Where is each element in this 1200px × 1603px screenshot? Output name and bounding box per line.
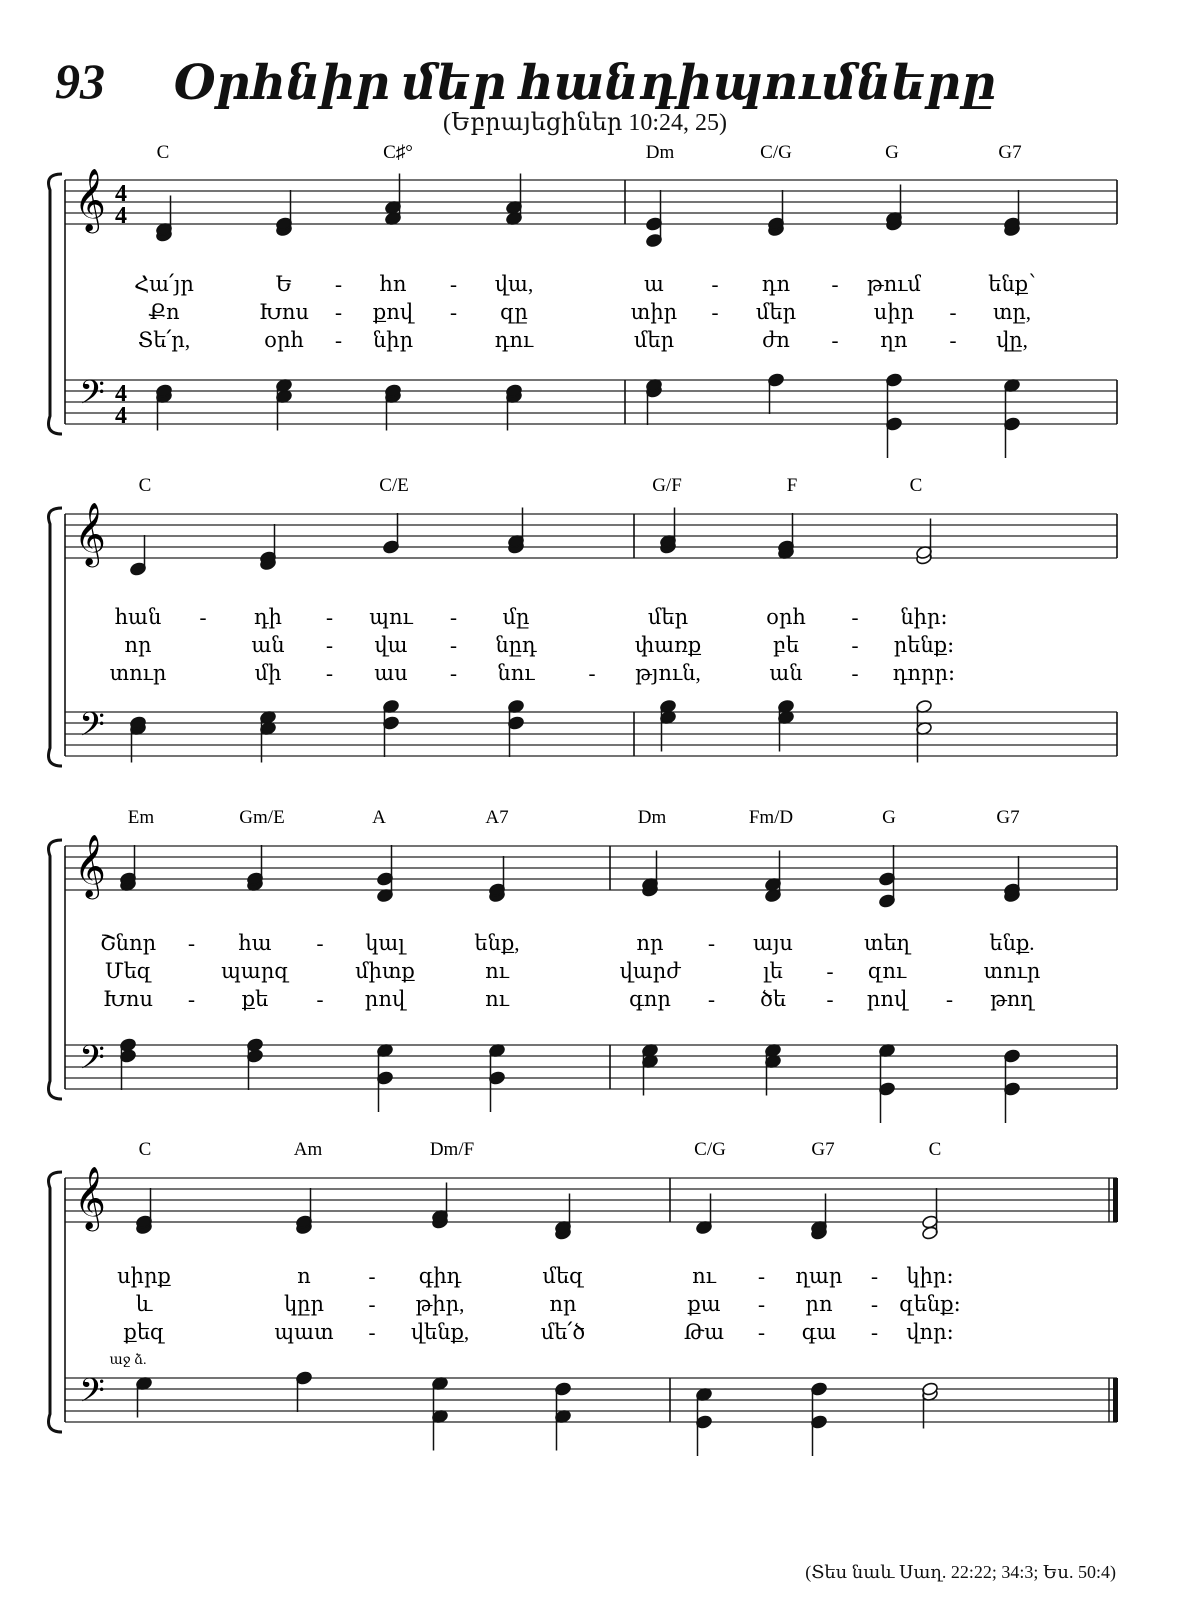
chord-symbol: C [928, 1139, 942, 1160]
footnote: (Տես նաև Սաղ. 22:22; 34:3; Ես. 50:4) [805, 1562, 1116, 1582]
treble-clef-icon: 𝄞 [74, 834, 106, 897]
treble-staff [65, 846, 1117, 890]
system-bracket [49, 174, 63, 434]
hyphen-dash: - [826, 987, 834, 1011]
lyric-syllable: զը [500, 300, 528, 324]
lyric-syllable: դորր։ [892, 661, 956, 685]
lyric-syllable: պատ [274, 1320, 334, 1344]
lyric-syllable: դո [761, 272, 791, 296]
lyric-syllable: հա [238, 931, 272, 955]
treble-clef-icon: 𝄞 [74, 168, 106, 231]
chord-symbol: A [372, 807, 386, 828]
hyphen-dash: - [326, 633, 333, 657]
lyric-syllable: գա [801, 1320, 837, 1344]
hyphen-dash: - [450, 272, 457, 296]
bass-staff [65, 1378, 1117, 1422]
chord-symbol: C [138, 1139, 152, 1160]
lyric-syllable: ան [769, 661, 803, 685]
hyphen-dash: - [831, 272, 839, 296]
hyphen-dash: - [826, 959, 834, 983]
lyric-syllable: Թա [683, 1320, 725, 1344]
hyphen-dash: - [326, 605, 333, 629]
lyric-syllable: նու [497, 661, 535, 685]
lyric-syllable: Մեզ [104, 959, 152, 983]
hyphen-dash: - [335, 328, 342, 352]
hyphen-dash: - [831, 328, 839, 352]
lyric-syllable: Խոս [102, 987, 154, 1011]
bass-clef-icon: 𝄢 [79, 374, 105, 420]
lyric-syllable: մեր [755, 300, 797, 324]
lyric-syllable: կըր [283, 1292, 325, 1316]
hyphen-dash: - [711, 272, 719, 296]
hyphen-dash: - [588, 661, 596, 685]
lyric-syllable: րենք։ [893, 633, 955, 657]
hyphen-dash: - [188, 987, 195, 1011]
hyphen-dash: - [871, 1320, 878, 1344]
bass-clef-icon: 𝄢 [79, 706, 105, 752]
chord-symbol: Dm [637, 807, 667, 828]
hyphen-dash: - [368, 1320, 376, 1344]
treble-clef-icon: 𝄞 [74, 502, 106, 565]
lyric-syllable: որ [549, 1292, 577, 1316]
lyric-syllable: այս [753, 931, 793, 955]
lyric-syllable: քա [687, 1292, 721, 1316]
hyphen-dash: - [188, 931, 195, 955]
lyric-syllable: ու [485, 987, 509, 1011]
lyric-syllable: սիրք [117, 1264, 171, 1288]
lyric-syllable: ծե [759, 987, 787, 1011]
chord-symbol: F [786, 475, 798, 496]
lyric-syllable: Տե՛ր, [137, 328, 191, 352]
lyric-syllable: փառք [634, 633, 702, 657]
hyphen-dash: - [758, 1292, 765, 1316]
lyric-syllable: մեզ [542, 1264, 584, 1288]
lyric-syllable: տուր [983, 959, 1041, 983]
bass-staff [65, 1045, 1117, 1089]
bass-staff [65, 712, 1117, 756]
lyric-syllable: բե [772, 633, 800, 657]
lyric-syllable: տուր [109, 661, 167, 685]
system-bracket [49, 508, 63, 766]
hyphen-dash: - [851, 605, 859, 629]
time-signature-denominator: 4 [115, 203, 127, 229]
hyphen-dash: - [335, 272, 342, 296]
lyric-syllable: Ե [275, 272, 293, 296]
lyric-syllable: քե [241, 987, 269, 1011]
lyric-syllable: ղար [795, 1264, 843, 1288]
hyphen-dash: - [708, 931, 715, 955]
lyric-syllable: վա, [494, 272, 534, 296]
hymn-number: 93 [55, 53, 105, 109]
lyric-syllable: նըդ [495, 633, 537, 657]
hyphen-dash: - [450, 633, 457, 657]
chord-symbol: C/E [379, 475, 409, 496]
hyphen-dash: - [326, 661, 333, 685]
system-bracket [49, 840, 63, 1099]
hyphen-dash: - [708, 987, 715, 1011]
lyric-syllable: հան [114, 605, 162, 629]
lyric-syllable: վենք, [410, 1320, 470, 1344]
hyphen-dash: - [368, 1292, 376, 1316]
time-signature-denominator: 4 [115, 403, 127, 429]
system-bracket [49, 1172, 63, 1432]
chord-symbol: G [885, 142, 899, 163]
lyric-syllable: մը [502, 605, 530, 629]
lyric-syllable: և [135, 1292, 153, 1316]
hyphen-dash: - [450, 661, 457, 685]
lyric-syllable: գոր [629, 987, 671, 1011]
hyphen-dash: - [711, 300, 719, 324]
chord-symbol: G7 [996, 807, 1020, 828]
chord-symbol: C/G [694, 1139, 726, 1160]
chord-symbol: C/G [760, 142, 792, 163]
lyric-syllable: դու [494, 328, 534, 352]
lyric-syllable: թում [867, 272, 921, 296]
lyric-syllable: Շնոր [99, 931, 157, 955]
chord-symbol: C [909, 475, 923, 496]
hyphen-dash: - [316, 987, 324, 1011]
lyric-syllable: վա [374, 633, 408, 657]
lyric-syllable: միտք [355, 959, 415, 983]
lyric-syllable: վոր։ [906, 1320, 954, 1344]
bass-clef-icon: 𝄢 [79, 1039, 105, 1085]
lyric-syllable: քեզ [123, 1320, 165, 1344]
hyphen-dash: - [758, 1320, 765, 1344]
hyphen-dash: - [199, 605, 207, 629]
lyric-syllable: տը, [992, 300, 1032, 324]
lyric-syllable: քով [372, 300, 414, 324]
lyric-syllable: ենք. [989, 931, 1035, 955]
hyphen-dash: - [335, 300, 342, 324]
treble-staff [65, 180, 1117, 224]
lyric-syllable: զու [867, 959, 907, 983]
final-bar-thick [1113, 1178, 1118, 1222]
lyric-syllable: որ [124, 633, 152, 657]
lyric-syllable: Քո [148, 300, 180, 324]
hyphen-dash: - [949, 300, 957, 324]
lyric-syllable: դի [254, 605, 282, 629]
lyric-syllable: սիր [873, 300, 915, 324]
hyphen-dash: - [758, 1264, 765, 1288]
final-bar-thick [1113, 1378, 1118, 1422]
lyric-syllable: պու [369, 605, 413, 629]
time-signature-numerator: 4 [115, 181, 127, 207]
hyphen-dash: - [851, 661, 859, 685]
lyric-syllable: որ [636, 931, 664, 955]
hyphen-dash: - [871, 1292, 878, 1316]
bass-marking: աջ ձ. [109, 1353, 147, 1368]
chord-symbol: Fm/D [748, 807, 794, 828]
lyric-syllable: զենք։ [899, 1292, 961, 1316]
scripture-reference: (Եբրայեցիներ 10:24, 25) [443, 110, 727, 136]
lyric-syllable: ղո [880, 328, 908, 352]
treble-staff [65, 514, 1117, 558]
lyric-syllable: կիր։ [906, 1264, 954, 1288]
lyric-syllable: գիդ [418, 1264, 462, 1288]
hyphen-dash: - [871, 1264, 878, 1288]
hyphen-dash: - [949, 328, 957, 352]
bass-staff [65, 380, 1117, 424]
lyric-syllable: տեղ [863, 931, 911, 955]
hyphen-dash: - [450, 605, 457, 629]
lyric-syllable: վը, [996, 328, 1028, 352]
hyphen-dash: - [851, 633, 859, 657]
lyric-syllable: ու [692, 1264, 716, 1288]
hyphen-dash: - [368, 1264, 376, 1288]
chord-symbol: Dm/F [429, 1139, 475, 1160]
lyric-syllable: մեր [633, 328, 675, 352]
lyric-syllable: ան [251, 633, 285, 657]
hyphen-dash: - [946, 987, 953, 1011]
hyphen-dash: - [450, 300, 457, 324]
lyric-syllable: նիր [372, 328, 414, 352]
chord-symbol: Gm/E [239, 807, 285, 828]
lyric-syllable: ո [297, 1264, 311, 1288]
lyric-syllable: ու [485, 959, 509, 983]
lyric-syllable: թիր, [415, 1292, 465, 1316]
lyric-syllable: կալ [365, 931, 405, 955]
lyric-syllable: րով [866, 987, 908, 1011]
lyric-syllable: րո [805, 1292, 833, 1316]
chord-symbol: G [882, 807, 896, 828]
lyric-syllable: օրհ [766, 605, 806, 629]
chord-symbol: C [138, 475, 152, 496]
treble-clef-icon: 𝄞 [74, 1166, 106, 1229]
lyric-syllable: պարզ [221, 959, 289, 983]
bass-clef-icon: 𝄢 [79, 1372, 105, 1418]
chord-symbol: Am [293, 1139, 323, 1160]
lyric-syllable: ժո [762, 328, 790, 352]
lyric-syllable: օրհ [264, 328, 304, 352]
lyric-syllable: թող [990, 987, 1034, 1011]
lyric-syllable: վարժ [619, 959, 681, 983]
lyric-syllable: հո [379, 272, 407, 296]
lyric-syllable: մե՛ծ [540, 1320, 586, 1344]
hymn-title: Օրհնիր մեր հանդիպումները [173, 57, 997, 110]
lyric-syllable: ա [644, 272, 664, 296]
chord-symbol: G/F [652, 475, 682, 496]
lyric-syllable: նիր։ [900, 605, 948, 629]
lyric-syllable: Հա՛յր [134, 272, 194, 296]
lyric-syllable: մի [254, 661, 282, 685]
lyric-syllable: աս [374, 661, 408, 685]
chord-symbol: G7 [998, 142, 1022, 163]
chord-symbol: A7 [485, 807, 509, 828]
lyric-syllable: րով [364, 987, 406, 1011]
lyric-syllable: ենք՝ [988, 272, 1036, 296]
chord-symbol: Dm [645, 142, 675, 163]
lyric-syllable: ենք, [474, 931, 520, 955]
lyric-syllable: լե [763, 959, 783, 983]
lyric-syllable: Խոս [258, 300, 310, 324]
chord-symbol: Em [127, 807, 155, 828]
lyric-syllable: տիր [630, 300, 678, 324]
time-signature-numerator: 4 [115, 381, 127, 407]
treble-staff [65, 1178, 1117, 1222]
lyric-syllable: թյուն, [635, 661, 701, 685]
lyric-syllable: մեր [647, 605, 689, 629]
chord-symbol: C [156, 142, 170, 163]
chord-symbol: C♯° [383, 142, 413, 163]
chord-symbol: G7 [811, 1139, 835, 1160]
hyphen-dash: - [316, 931, 324, 955]
